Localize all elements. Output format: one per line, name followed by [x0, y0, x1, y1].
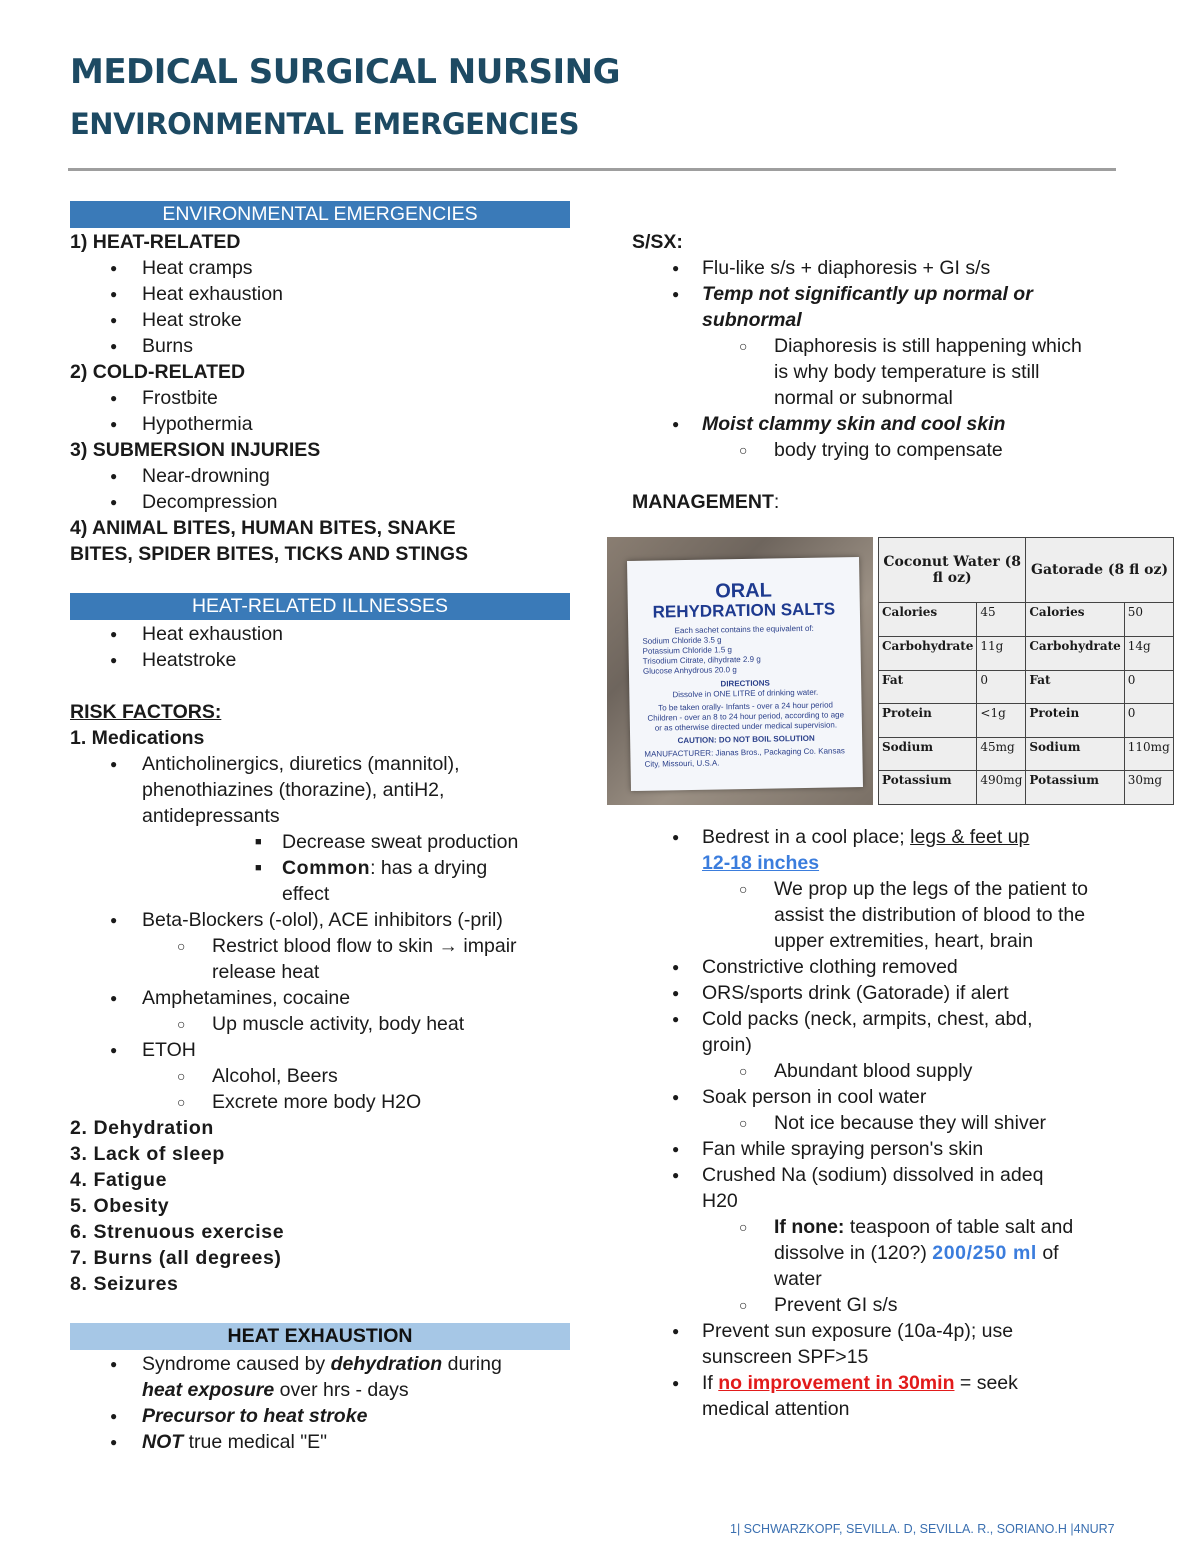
- right-column-top: [632, 229, 1132, 515]
- list-item: ■ Common: has a drying effect: [70, 855, 570, 907]
- list-item: ■ Decrease sweat production: [70, 829, 570, 855]
- table-cell: 11g: [977, 637, 1026, 671]
- heat-related-heading: 1) HEAT-RELATED: [70, 231, 241, 253]
- table-cell: 14g: [1124, 637, 1173, 671]
- table-row: [879, 771, 1174, 805]
- list-item: ● Decompression: [70, 489, 570, 515]
- list-item: ● Frostbite: [70, 385, 570, 411]
- table-row: [879, 704, 1174, 738]
- list-item: ○ Excrete more body H2O: [70, 1089, 570, 1115]
- table-cell: Carbohydrate: [1026, 637, 1124, 671]
- list-item: ● Heat stroke: [70, 307, 570, 333]
- list-item: ○ Alcohol, Beers: [70, 1063, 570, 1089]
- list-item: ● Temp not significantly up normal or subnormal: [632, 281, 1132, 333]
- list-item: ● Soak person in cool water: [632, 1084, 1132, 1110]
- list-item: ● NOT true medical "E": [70, 1429, 570, 1455]
- risk-factor-item: 7. Burns (all degrees): [70, 1247, 282, 1269]
- table-row: [879, 637, 1174, 671]
- table-cell: 45: [977, 603, 1026, 637]
- list-item: ○ Up muscle activity, body heat: [70, 1011, 570, 1037]
- table-cell: Sodium: [1026, 737, 1124, 771]
- left-column: [70, 201, 570, 1455]
- table-cell: 30mg: [1124, 771, 1173, 805]
- list-item: ● Precursor to heat stroke: [70, 1403, 570, 1429]
- list-item: ● Prevent sun exposure (10a-4p); use sunscreen SPF>15: [632, 1318, 1132, 1370]
- table-row: [879, 603, 1174, 637]
- right-column-management: [632, 824, 1132, 1422]
- table-cell: Protein: [879, 704, 977, 738]
- list-item: ● Moist clammy skin and cool skin: [632, 411, 1132, 437]
- title-divider: [68, 168, 1116, 171]
- risk-factor-item: 6. Strenuous exercise: [70, 1221, 285, 1243]
- list-item: ● Heatstroke: [70, 647, 570, 673]
- table-cell: Fat: [879, 670, 977, 704]
- risk-factor-item: 2. Dehydration: [70, 1117, 214, 1139]
- list-item: ● Constrictive clothing removed: [632, 954, 1132, 980]
- page-footer: 1| SCHWARZKOPF, SEVILLA. D, SEVILLA. R., SORIANO.H |4NUR7: [730, 1522, 1115, 1536]
- list-item: ● Burns: [70, 333, 570, 359]
- table-cell: 0: [977, 670, 1026, 704]
- env-emergencies-header: ENVIRONMENTAL EMERGENCIES: [70, 201, 570, 228]
- list-item: ○ Abundant blood supply: [632, 1058, 1132, 1084]
- heat-exhaustion-header: HEAT EXHAUSTION: [70, 1323, 570, 1350]
- list-item: ● Amphetamines, cocaine: [70, 985, 570, 1011]
- table-cell: Calories: [1026, 603, 1124, 637]
- submersion-heading: 3) SUBMERSION INJURIES: [70, 439, 321, 461]
- list-item: ● Hypothermia: [70, 411, 570, 437]
- risk-factor-item: 4. Fatigue: [70, 1169, 168, 1191]
- list-item: ● Flu-like s/s + diaphoresis + GI s/s: [632, 255, 1132, 281]
- document-subtitle: ENVIRONMENTAL EMERGENCIES: [70, 107, 580, 141]
- cold-related-heading: 2) COLD-RELATED: [70, 361, 246, 383]
- heat-related-illnesses-header: HEAT-RELATED ILLNESSES: [70, 593, 570, 620]
- table-cell: Potassium: [1026, 771, 1124, 805]
- list-item: ● Anticholinergics, diuretics (mannitol), phenothiazines (thorazine), antiH2, antidepressants: [70, 751, 570, 829]
- list-item: ● Bedrest in a cool place; legs & feet up 12-18 inches: [632, 824, 1132, 876]
- table-row: [879, 670, 1174, 704]
- table-cell: 0: [1124, 704, 1173, 738]
- list-item: ● ORS/sports drink (Gatorade) if alert: [632, 980, 1132, 1006]
- table-row: [879, 737, 1174, 771]
- bites-heading-line2: BITES, SPIDER BITES, TICKS AND STINGS: [70, 543, 468, 565]
- table-cell: 110mg: [1124, 737, 1173, 771]
- list-item: ○ We prop up the legs of the patient to assist the distribution of blood to the upper extremities, heart, brain: [632, 876, 1132, 954]
- table-cell: Fat: [1026, 670, 1124, 704]
- list-item: ● Beta-Blockers (-olol), ACE inhibitors (-pril): [70, 907, 570, 933]
- list-item: ● Heat exhaustion: [70, 621, 570, 647]
- bites-heading-line1: 4) ANIMAL BITES, HUMAN BITES, SNAKE: [70, 517, 456, 539]
- table-cell: 490mg: [977, 771, 1026, 805]
- risk-factor-item: 5. Obesity: [70, 1195, 170, 1217]
- medications-heading: 1. Medications: [70, 727, 205, 749]
- list-item: ● Fan while spraying person's skin: [632, 1136, 1132, 1162]
- list-item: ○ Restrict blood flow to skin → impair release heat: [70, 933, 570, 985]
- list-item: ○ body trying to compensate: [632, 437, 1132, 463]
- list-item: ○ Diaphoresis is still happening which is why body temperature is still normal or subnormal: [632, 333, 1132, 411]
- management-heading: MANAGEMENT:: [632, 491, 780, 513]
- table-cell: <1g: [977, 704, 1026, 738]
- risk-factors-heading: RISK FACTORS:: [70, 701, 222, 723]
- list-item: ● Cold packs (neck, armpits, chest, abd, groin): [632, 1006, 1132, 1058]
- ssx-heading: S/SX:: [632, 231, 683, 253]
- table-header: Gatorade (8 fl oz): [1026, 538, 1173, 603]
- ors-packet-photo: [607, 537, 873, 805]
- list-item: ● Heat exhaustion: [70, 281, 570, 307]
- risk-factor-item: 8. Seizures: [70, 1273, 179, 1295]
- table-cell: Carbohydrate: [879, 637, 977, 671]
- table-header: Coconut Water (8 fl oz): [879, 538, 1026, 603]
- table-cell: Protein: [1026, 704, 1124, 738]
- list-item: ● Near-drowning: [70, 463, 570, 489]
- table-cell: Sodium: [879, 737, 977, 771]
- list-item: ● Crushed Na (sodium) dissolved in adeq H20: [632, 1162, 1132, 1214]
- ors-packet: ORAL REHYDRATION SALTS Each sachet contains the equivalent of: Sodium Chloride 3.5 g Potassium Chloride 1.5 g Trisodium Citrate, dihydrate 2.9 g Glucose Anhydrous 20.0 g DIRECTIONS Dissolve in ONE LITRE of drinking water. To be taken orally- Infants - over a 24 hour period Children - over an 8 to 24 hour period, according to age or as otherwise directed under medical supervision. CAUTION: DO NOT BOIL SOLUTION MANUFACTURER: Jianas Bros., Packaging Co. Kansas City, Missouri, U.S.A.: [627, 557, 863, 791]
- table-row: [879, 538, 1174, 603]
- table-cell: 45mg: [977, 737, 1026, 771]
- list-item: ● If no improvement in 30min = seek medical attention: [632, 1370, 1132, 1422]
- list-item: ● Syndrome caused by dehydration during heat exposure over hrs - days: [70, 1351, 570, 1403]
- document-title: MEDICAL SURGICAL NURSING: [70, 52, 621, 92]
- list-item: ○ If none: teaspoon of table salt and dissolve in (120?) 200/250 ml of water: [632, 1214, 1132, 1292]
- table-cell: 50: [1124, 603, 1173, 637]
- table-cell: Potassium: [879, 771, 977, 805]
- list-item: ○ Prevent GI s/s: [632, 1292, 1132, 1318]
- list-item: ● ETOH: [70, 1037, 570, 1063]
- table-cell: 0: [1124, 670, 1173, 704]
- nutrition-comparison-table: [878, 537, 1174, 805]
- list-item: ○ Not ice because they will shiver: [632, 1110, 1132, 1136]
- risk-factor-item: 3. Lack of sleep: [70, 1143, 225, 1165]
- list-item: ● Heat cramps: [70, 255, 570, 281]
- table-cell: Calories: [879, 603, 977, 637]
